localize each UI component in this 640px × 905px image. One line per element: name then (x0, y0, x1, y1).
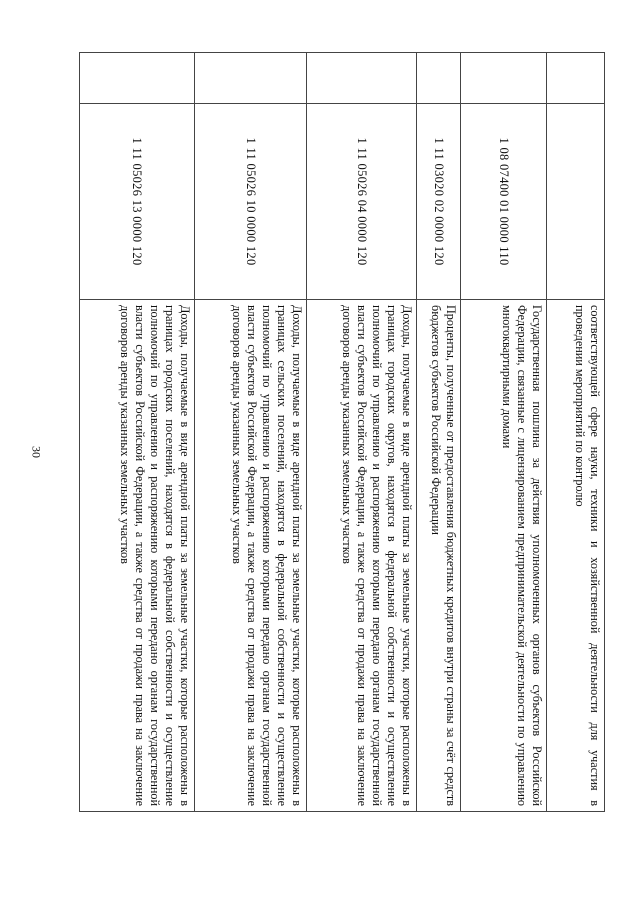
revenue-codes-table (79, 52, 605, 812)
table-row (461, 53, 547, 812)
empty-cell (80, 53, 195, 104)
table-row (547, 53, 605, 812)
description-cell: соответствующей сфере науки, техники и хозяйственной деятельности для участия в проведении мероприятий по контролю (547, 300, 605, 812)
empty-cell (417, 53, 461, 104)
code-cell: 1 11 05026 04 0000 120 (307, 104, 417, 300)
table-row (417, 53, 461, 812)
table-row (195, 53, 307, 812)
code-cell (547, 104, 605, 300)
table-row (80, 53, 195, 812)
table-row (307, 53, 417, 812)
page-number: 30 (29, 446, 44, 458)
description-cell: Проценты, полученные от предоставления бюджетных кредитов внутри страны за счёт средств бюджетов субъектов Российской Федерации (417, 300, 461, 812)
empty-cell (195, 53, 307, 104)
code-cell: 1 11 05026 13 0000 120 (80, 104, 195, 300)
description-cell: Доходы, получаемые в виде арендной платы за земельные участки, которые расположены в границах городских округов, находятся в федеральной собственности и осуществление полномочий по управлению и распоряжению которыми передано органам государственной власти субъектов Российской Федерации, а также средства от продажи права на заключение договоров аренды указанных земельных участков (307, 300, 417, 812)
empty-cell (307, 53, 417, 104)
code-cell: 1 11 03020 02 0000 120 (417, 104, 461, 300)
empty-cell (461, 53, 547, 104)
empty-cell (547, 53, 605, 104)
table-container (80, 52, 605, 812)
code-cell: 1 08 07400 01 0000 110 (461, 104, 547, 300)
code-cell: 1 11 05026 10 0000 120 (195, 104, 307, 300)
description-cell: Доходы, получаемые в виде арендной платы за земельные участки, которые расположены в границах сельских поселений, находятся в федеральной собственности и осуществление полномочий по управлению и распоряжению которыми передано органам государственной власти субъектов Российской Федерации, а также средства от продажи права на заключение договоров аренды указанных земельных участков (195, 300, 307, 812)
description-cell: Государственная пошлина за действия уполномоченных органов субъектов Российской Федерации, связанные с лицензированием предпринимательской деятельности по управлению многоквартирными домами (461, 300, 547, 812)
description-cell: Доходы, получаемые в виде арендной платы за земельные участки, которые расположены в границах городских поселений, находятся в федеральной собственности и осуществление полномочий по управлению и распоряжению которыми передано органам государственной власти субъектов Российской Федерации, а также средства от продажи права на заключение договоров аренды указанных земельных участков (80, 300, 195, 812)
